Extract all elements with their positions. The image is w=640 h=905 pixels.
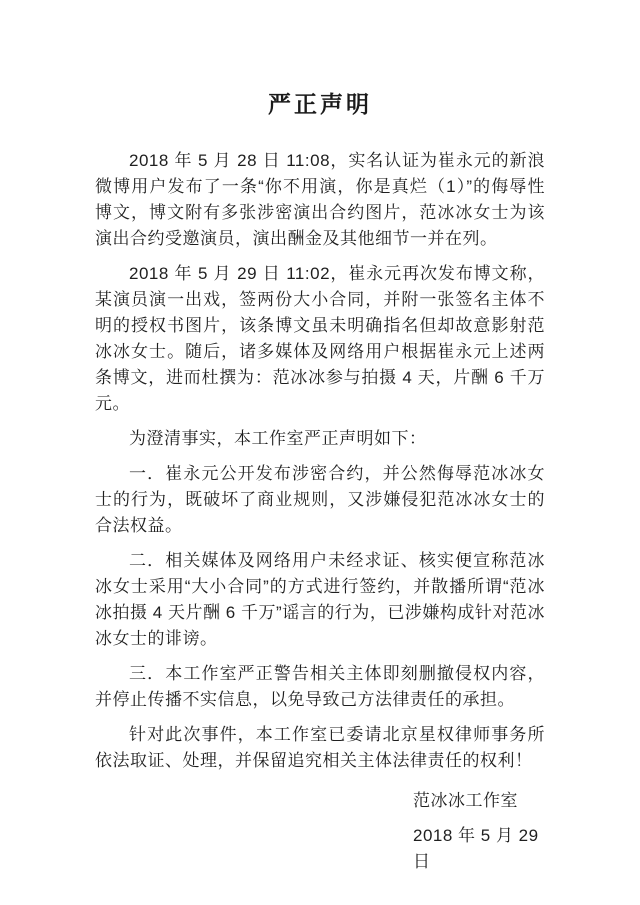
signature-block xyxy=(413,788,545,875)
paragraph-incident-may-28: 2018 年 5 月 28 日 11:08，实名认证为崔永元的新浪微博用户发布了一条“你不用演，你是真烂（1）”的侮辱性博文，博文附有多张涉密演出合约图片，范冰冰女士为该演出合约受邀演员，演出酬金及其他细节一并在列。 xyxy=(95,151,545,248)
signature-studio-name: 范冰冰工作室 xyxy=(413,791,518,810)
statement-item-3: 三．本工作室严正警告相关主体即刻删撤侵权内容，并停止传播不实信息，以免导致己方法律责任的承担。 xyxy=(95,664,545,709)
paragraph-closing: 针对此次事件，本工作室已委请北京星权律师事务所依法取证、处理，并保留追究相关主体法律责任的权利！ xyxy=(95,725,545,770)
paragraph-statement-intro: 为澄清事实，本工作室严正声明如下： xyxy=(129,429,427,448)
signature-date: 2018 年 5 月 29 日 xyxy=(413,826,539,871)
document-title: 严正声明 xyxy=(268,91,372,117)
document-content xyxy=(95,0,545,875)
paragraph-incident-may-29: 2018 年 5 月 29 日 11:02，崔永元再次发布博文称，某演员演一出戏，签两份大小合同，并附一张签名主体不明的授权书图片，该条博文虽未明确指名但却故意影射范冰冰女士。随后，诸多媒体及网络用户根据崔永元上述两条博文，进而杜撰为：范冰冰参与拍摄 4 天，片酬 6 千万元。 xyxy=(95,264,545,413)
statement-item-2: 二．相关媒体及网络用户未经求证、核实便宣称范冰冰女士采用“大小合同”的方式进行签约，并散播所谓“范冰冰拍摄 4 天片酬 6 千万”谣言的行为，已涉嫌构成针对范冰冰女士的诽谤。 xyxy=(95,551,545,648)
statement-item-1: 一．崔永元公开发布涉密合约，并公然侮辱范冰冰女士的行为，既破坏了商业规则，又涉嫌侵犯范冰冰女士的合法权益。 xyxy=(95,464,545,535)
